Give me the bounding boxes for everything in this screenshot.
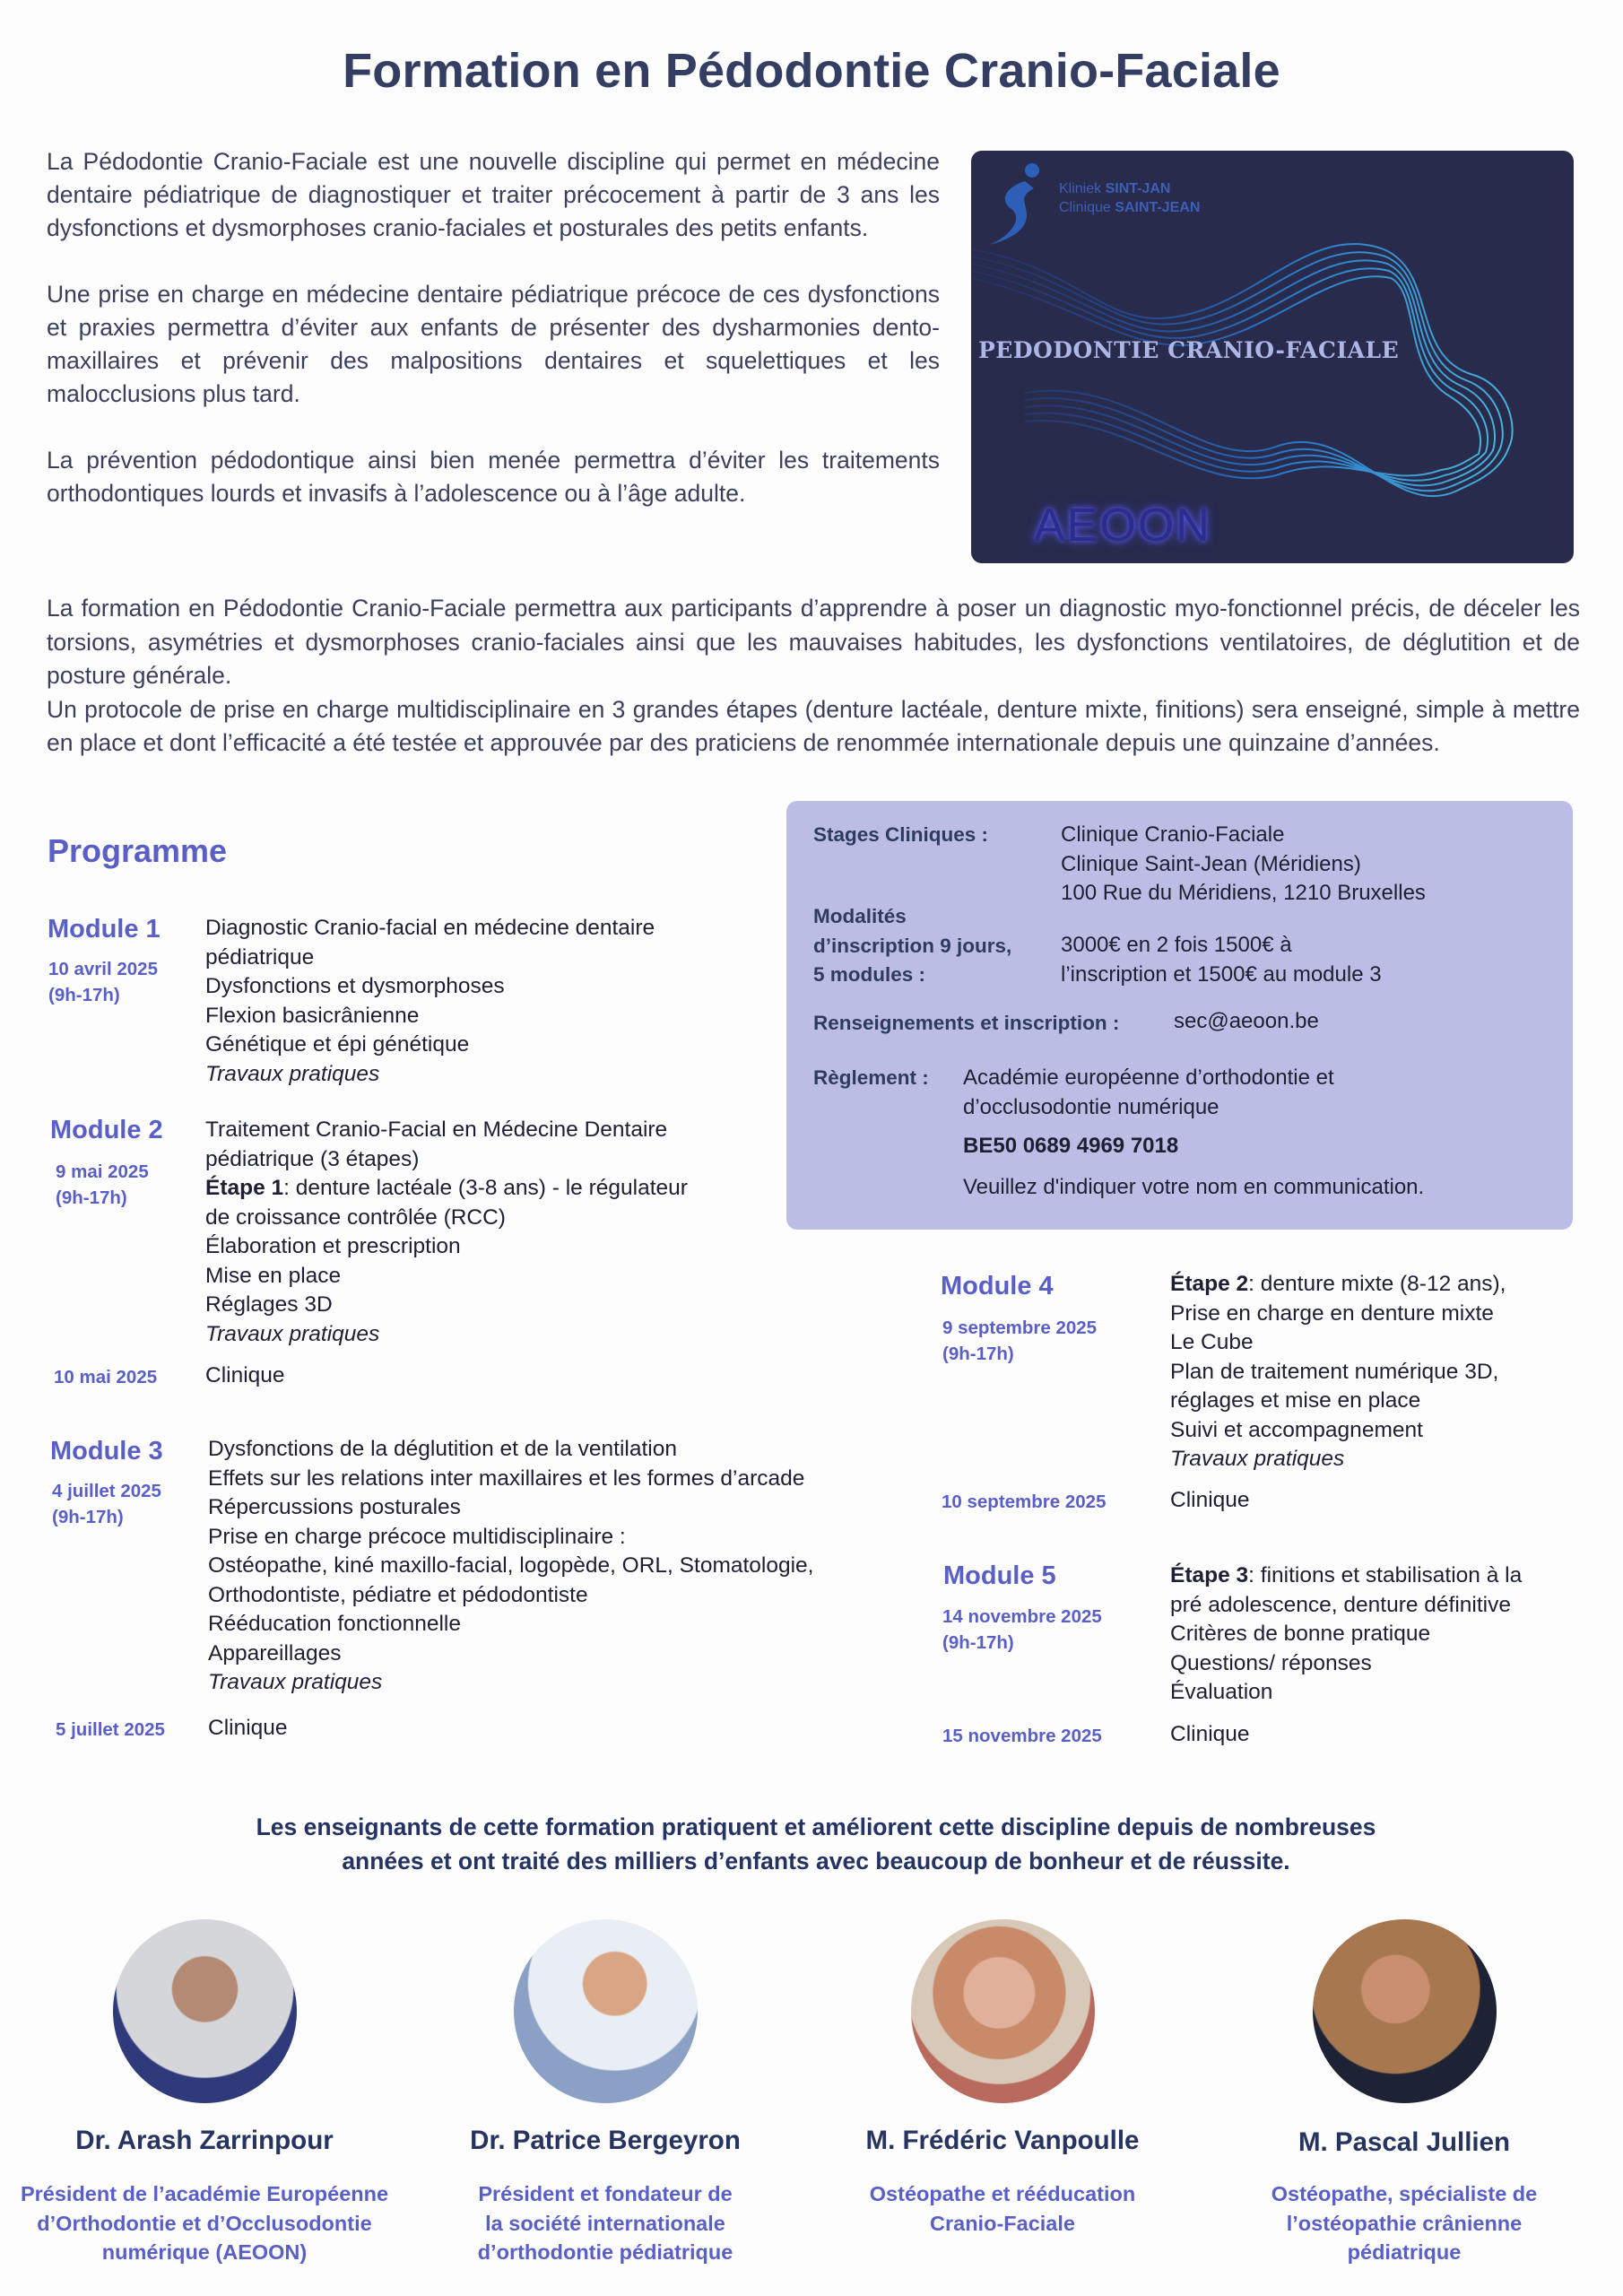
stage-text: : denture lactéale (3-8 ans) - le régulateur <box>283 1176 688 1200</box>
modalites-label-line: Modalités <box>813 905 907 927</box>
module-hours: (9h-17h) <box>56 1187 127 1208</box>
contact-label: Renseignements et inscription : <box>813 1012 1120 1034</box>
module-line: Questions/ réponses <box>1170 1650 1372 1675</box>
module-stage-line <box>205 1174 688 1204</box>
teacher-role <box>801 2179 1204 2238</box>
module-line: Diagnostic Cranio-facial en médecine dentaire <box>205 916 655 940</box>
module-3-title: Module 3 <box>50 1437 163 1465</box>
module-line: Ostéopathe, kiné maxillo-facial, logopède, ORL, Stomatologie, <box>208 1553 814 1578</box>
module-line: Suivi et accompagnement <box>1170 1417 1423 1442</box>
modalites-value <box>1061 931 1382 989</box>
teacher-card <box>404 1919 807 2264</box>
iban: BE50 0689 4969 7018 <box>963 1134 1179 1158</box>
module-5-title: Module 5 <box>943 1561 1056 1590</box>
module-1-content <box>205 914 655 1089</box>
module-line: Plan de traitement numérique 3D, <box>1170 1359 1499 1384</box>
info-box <box>786 801 1573 1230</box>
teacher-photo-avatar <box>911 1919 1095 2103</box>
modalites-line: l’inscription et 1500€ au module 3 <box>1061 961 1382 987</box>
teacher-role-line: l’ostéopathie crânienne <box>1286 2211 1523 2235</box>
module-line: pédiatrique <box>205 944 315 970</box>
clinic-line: Kliniek <box>1059 181 1106 196</box>
clinic-name <box>1059 179 1200 217</box>
teacher-role-line: numérique (AEOON) <box>101 2240 308 2264</box>
teacher-photo-avatar <box>514 1919 698 2103</box>
teachers-message <box>161 1810 1471 1878</box>
module-date: 4 juillet 2025 <box>52 1481 161 1501</box>
module-line: Répercussions posturales <box>208 1495 461 1519</box>
module-stage-line <box>1170 1561 1522 1591</box>
module-3-clinic: Clinique <box>208 1716 288 1740</box>
module-line: Le Cube <box>1170 1330 1254 1354</box>
module-line: pré adolescence, denture définitive <box>1170 1592 1512 1617</box>
teacher-role-line: d’orthodontie pédiatrique <box>477 2240 733 2264</box>
module-2-clinic: Clinique <box>205 1363 285 1387</box>
description-paragraph: Un protocole de prise en charge multidisciplinaire en 3 grandes étapes (denture lactéale, denture mixte, finitions) sera enseigné, simple à mettre en place et dont l’efficacité a été testée et approuvée par des praticiens de renommée internationale depuis une quinzaine d’années. <box>47 695 1580 756</box>
reglement-line: Académie européenne d’orthodontie et <box>963 1065 1334 1090</box>
module-line: Dysfonctions de la déglutition et de la ventilation <box>208 1437 677 1461</box>
intro-paragraph: Une prise en charge en médecine dentaire pédiatrique précoce de ces dysfonctions et praxies permettra d’éviter aux enfants de présenter des dysharmonies dento-maxillaires et prévenir des malpositions dentaires et squelettiques et les malocclusions plus tard. <box>47 281 940 407</box>
module-line: Évaluation <box>1170 1680 1273 1704</box>
teacher-name: M. Frédéric Vanpoulle <box>865 2126 1140 2155</box>
programme-heading: Programme <box>48 832 228 869</box>
teacher-photo-avatar <box>113 1919 297 2103</box>
module-line: Réglages 3D <box>205 1292 333 1317</box>
module-4-content <box>1170 1270 1506 1474</box>
module-4-date <box>942 1315 1097 1367</box>
description-paragraph: La formation en Pédodontie Cranio-Faciale permettra aux participants d’apprendre à poser un diagnostic myo-fonctionnel précis, de déceler les torsions, asymétries et dysmorphoses cranio-faciales ainsi que les mauvaises habitudes, les dysfonctions ventilatoires, de déglutition et de posture générale. <box>47 595 1580 689</box>
module-3-clinic-date: 5 juillet 2025 <box>56 1719 165 1740</box>
stages-line: 100 Rue du Méridiens, 1210 Bruxelles <box>1061 881 1426 905</box>
teacher-role-line: Ostéopathe, spécialiste de <box>1271 2182 1538 2205</box>
stages-line: Clinique Saint-Jean (Méridiens) <box>1061 851 1361 876</box>
teacher-role-line: Président et fondateur de <box>478 2182 733 2205</box>
module-practice: Travaux pratiques <box>205 1061 380 1086</box>
module-date: 10 avril 2025 <box>48 959 158 979</box>
reglement-value <box>963 1064 1334 1122</box>
stage-text: : denture mixte (8-12 ans), <box>1248 1272 1506 1296</box>
payment-note: Veuillez d'indiquer votre nom en communication. <box>963 1175 1425 1199</box>
module-date: 14 novembre 2025 <box>942 1606 1102 1627</box>
teacher-name: Dr. Arash Zarrinpour <box>75 2126 334 2155</box>
stages-label: Stages Cliniques : <box>813 823 989 846</box>
module-line: Prise en charge en denture mixte <box>1170 1300 1494 1326</box>
teacher-role-line: Cranio-Faciale <box>930 2211 1075 2235</box>
module-hours: (9h-17h) <box>52 1507 124 1527</box>
aeoon-logo: AEOON <box>1034 500 1211 552</box>
teacher-role-line: pédiatrique <box>1347 2240 1462 2264</box>
module-2-clinic-date: 10 mai 2025 <box>54 1367 158 1387</box>
module-1-date <box>48 956 158 1008</box>
description <box>47 592 1580 761</box>
module-1-title: Module 1 <box>48 915 161 944</box>
module-line: Mise en place <box>205 1263 342 1288</box>
stage-label: Étape 1 <box>205 1176 284 1200</box>
clinic-line-bold: SAINT-JEAN <box>1115 200 1201 215</box>
module-hours: (9h-17h) <box>942 1632 1014 1653</box>
modalites-label-line: d’inscription 9 jours, <box>813 934 1012 957</box>
module-line: Critères de bonne pratique <box>1170 1622 1431 1646</box>
teacher-name: Dr. Patrice Bergeyron <box>470 2126 741 2155</box>
module-line: Élaboration et prescription <box>205 1234 461 1258</box>
stage-label: Étape 2 <box>1170 1272 1249 1296</box>
module-line: Prise en charge précoce multidisciplinaire : <box>208 1524 626 1549</box>
module-hours: (9h-17h) <box>48 985 120 1005</box>
module-4-clinic-date: 10 septembre 2025 <box>942 1492 1107 1512</box>
teacher-role-line: Président de l’académie Européenne <box>20 2182 389 2205</box>
module-5-content <box>1170 1561 1522 1708</box>
module-practice: Travaux pratiques <box>1170 1447 1345 1471</box>
intro-text <box>47 145 940 510</box>
teacher-role-line: d’Orthodontie et d’Occlusodontie <box>37 2211 372 2235</box>
module-2-date <box>56 1159 149 1211</box>
hero-banner <box>971 151 1574 563</box>
teacher-role <box>404 2179 807 2267</box>
teacher-photo-avatar <box>1313 1919 1497 2103</box>
module-line: Appareillages <box>208 1640 342 1665</box>
module-date: 9 septembre 2025 <box>942 1318 1098 1338</box>
teachers-message-line: Les enseignants de cette formation pratiquent et améliorent cette discipline depuis de nombreuses <box>256 1813 1376 1840</box>
module-line: Effets sur les relations inter maxillaires et les formes d’arcade <box>208 1465 805 1491</box>
module-line: Rééducation fonctionnelle <box>208 1612 461 1636</box>
module-practice: Travaux pratiques <box>208 1670 383 1694</box>
module-5-clinic-date: 15 novembre 2025 <box>942 1726 1102 1746</box>
module-date: 9 mai 2025 <box>56 1161 149 1182</box>
teacher-card <box>3 1919 406 2264</box>
teacher-card <box>801 1919 1204 2235</box>
reglement-line: d’occlusodontie numérique <box>963 1094 1219 1119</box>
module-2-title: Module 2 <box>50 1116 163 1144</box>
stages-value <box>1061 821 1426 909</box>
stage-label: Étape 3 <box>1170 1563 1249 1587</box>
module-2-content <box>205 1116 688 1349</box>
module-5-clinic: Clinique <box>1170 1722 1250 1746</box>
contact-email-link[interactable]: sec@aeoon.be <box>1174 1009 1319 1033</box>
module-hours: (9h-17h) <box>942 1344 1014 1364</box>
module-line: Dysfonctions et dysmorphoses <box>205 974 505 998</box>
intro-paragraph: La Pédodontie Cranio-Faciale est une nouvelle discipline qui permet en médecine dentaire pédiatrique de diagnostiquer et traiter précocement à partir de 3 ans les dysfonctions et dysmorphoses cranio-faciales et posturales des petits enfants. <box>47 148 940 241</box>
module-line: Traitement Cranio-Facial en Médecine Dentaire <box>205 1118 668 1142</box>
teacher-role <box>3 2179 406 2267</box>
module-4-clinic: Clinique <box>1170 1488 1250 1512</box>
module-3-date <box>52 1478 161 1530</box>
teacher-role <box>1202 2179 1606 2267</box>
module-line: de croissance contrôlée (RCC) <box>205 1205 506 1230</box>
module-practice: Travaux pratiques <box>205 1321 380 1346</box>
module-line: Orthodontiste, pédiatre et pédodontiste <box>208 1582 588 1607</box>
clinic-logo-icon <box>989 163 1039 245</box>
modalites-label-line: 5 modules : <box>813 963 926 986</box>
stage-text: : finitions et stabilisation à la <box>1248 1563 1523 1587</box>
module-line: réglages et mise en place <box>1170 1388 1421 1413</box>
hero-title: PEDODONTIE CRANIO-FACIALE <box>978 337 1400 363</box>
clinic-line: Clinique <box>1059 200 1115 215</box>
modalites-line: 3000€ en 2 fois 1500€ à <box>1061 933 1292 957</box>
module-3-content <box>208 1435 814 1698</box>
teacher-role-line: la société internationale <box>485 2211 725 2235</box>
clinic-line-bold: SINT-JAN <box>1105 181 1171 196</box>
module-line: pédiatrique (3 étapes) <box>205 1146 420 1171</box>
module-line: Génétique et épi génétique <box>205 1032 470 1057</box>
reglement-label: Règlement : <box>813 1066 929 1089</box>
module-5-date <box>942 1604 1102 1656</box>
stages-line: Clinique Cranio-Faciale <box>1061 822 1285 847</box>
module-stage-line <box>1170 1270 1506 1300</box>
intro-paragraph: La prévention pédodontique ainsi bien menée permettra d’éviter les traitements orthodontiques lourds et invasifs à l’adolescence ou à l’âge adulte. <box>47 447 940 507</box>
teacher-name: M. Pascal Jullien <box>1298 2127 1511 2157</box>
teachers-message-line: années et ont traité des milliers d’enfants avec beaucoup de bonheur et de réussite. <box>342 1848 1290 1874</box>
teacher-card <box>1202 1919 1606 2264</box>
teacher-role-line: Ostéopathe et rééducation <box>869 2182 1136 2205</box>
module-4-title: Module 4 <box>941 1272 1054 1300</box>
module-line: Flexion basicrânienne <box>205 1003 420 1028</box>
page-title: Formation en Pédodontie Cranio-Faciale <box>343 44 1280 98</box>
modalites-label <box>813 902 1011 990</box>
